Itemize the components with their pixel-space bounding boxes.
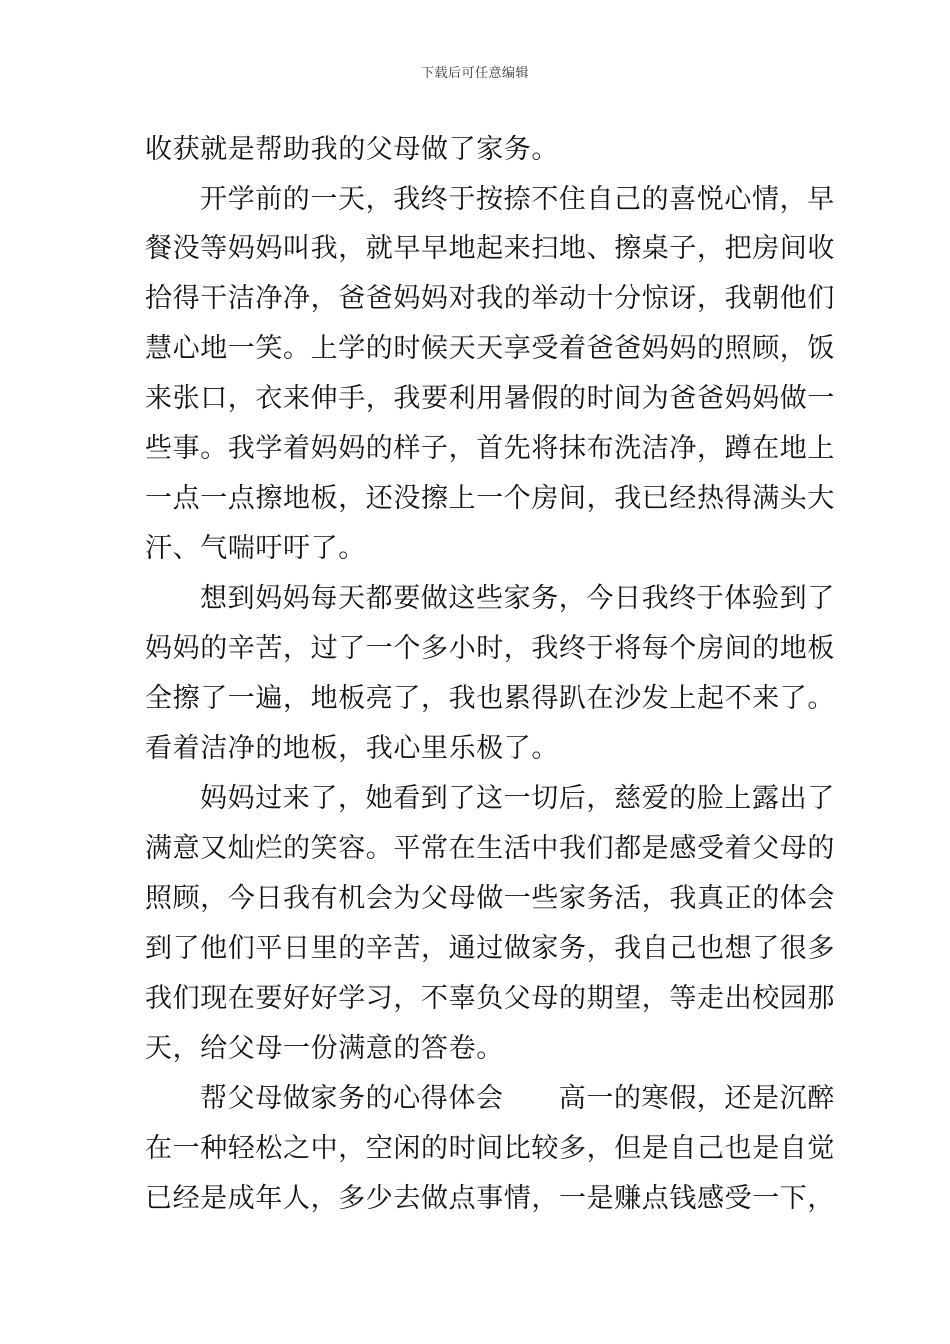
text-line: 来张口，衣来伸手，我要利用暑假的时间为爸爸妈妈做一 [145, 383, 835, 414]
text-line: 慧心地一笑。上学的时候天天享受着爸爸妈妈的照顾，饭 [145, 333, 835, 364]
text-line: 全擦了一遍，地板亮了，我也累得趴在沙发上起不来了。 [145, 683, 835, 714]
text-line: 满意又灿烂的笑容。平常在生活中我们都是感受着父母的 [145, 833, 835, 864]
text-line: 天，给父母一份满意的答卷。 [145, 1033, 504, 1064]
text-line: 些事。我学着妈妈的样子，首先将抹布洗洁净，蹲在地上 [145, 433, 835, 464]
text-line: 开学前的一天，我终于按捺不住自己的喜悦心情，早 [200, 184, 835, 215]
text-line: 餐没等妈妈叫我，就早早地起来扫地、擦桌子，把房间收 [145, 233, 835, 264]
text-line: 我们现在要好好学习，不辜负父母的期望，等走出校园那 [145, 983, 835, 1014]
text-line: 照顾，今日我有机会为父母做一些家务活，我真正的体会 [145, 883, 835, 914]
text-line: 汗、气喘吁吁了。 [145, 533, 366, 564]
text-line: 拾得干洁净净，爸爸妈妈对我的举动十分惊讶，我朝他们 [145, 283, 835, 314]
text-line: 收获就是帮助我的父母做了家务。 [145, 134, 559, 165]
text-line: 帮父母做家务的心得体会 高一的寒假，还是沉醉 [200, 1083, 835, 1114]
text-line: 一点一点擦地板，还没擦上一个房间，我已经热得满头大 [145, 483, 835, 514]
page-header: 下载后可任意编辑 [420, 66, 529, 81]
text-line: 妈妈过来了，她看到了这一切后，慈爱的脸上露出了 [200, 783, 835, 814]
text-line: 已经是成年人，多少去做点事情，一是赚点钱感受一下， [145, 1183, 835, 1214]
text-line: 到了他们平日里的辛苦，通过做家务，我自己也想了很多 [145, 933, 835, 964]
text-line: 想到妈妈每天都要做这些家务，今日我终于体验到了 [200, 583, 835, 614]
text-line: 在一种轻松之中，空闲的时间比较多，但是自己也是自觉 [145, 1133, 835, 1164]
text-line: 看着洁净的地板，我心里乐极了。 [145, 733, 559, 764]
text-line: 妈妈的辛苦，过了一个多小时，我终于将每个房间的地板 [145, 633, 835, 664]
